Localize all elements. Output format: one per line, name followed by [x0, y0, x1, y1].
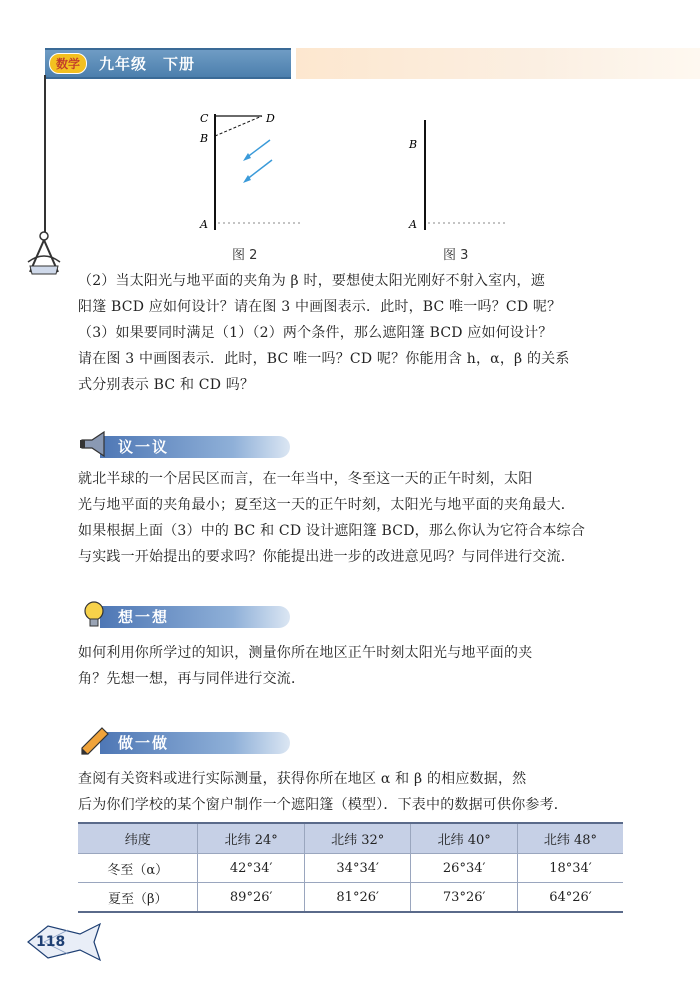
text-line: 阳篷 BCD 应如何设计？请在图 3 中画图表示．此时，BC 唯一吗？CD 呢？	[78, 299, 562, 315]
volume-label: 下册	[163, 55, 196, 73]
text-line: 请在图 3 中画图表示．此时，BC 唯一吗？CD 呢？你能用含 h，α，β 的关系	[78, 351, 570, 367]
lightbulb-icon	[78, 598, 112, 632]
table-cell: 夏至（β）	[78, 883, 198, 913]
text-line: （2）当太阳光与地平面的夹角为 β 时，要想使太阳光刚好不射入室内，遮	[78, 273, 545, 289]
table-cell: 冬至（α）	[78, 854, 198, 883]
table-cell: 34°34′	[304, 854, 411, 883]
text-line: （3）如果要同时满足（1）（2）两个条件，那么遮阳篷 BCD 应如何设计？	[78, 325, 553, 341]
discuss-banner	[78, 428, 288, 462]
label-b: B	[200, 132, 209, 145]
table-header-cell: 北纬 40°	[411, 823, 518, 854]
section-title: 议一议	[118, 438, 170, 456]
text-line: 与实践一开始提出的要求吗？你能提出进一步的改进意见吗？与同伴进行交流．	[78, 549, 575, 565]
latitude-angle-table	[78, 822, 623, 913]
margin-line	[44, 75, 46, 240]
table-cell: 64°26′	[517, 883, 623, 913]
header-decoration	[296, 48, 700, 79]
label-d: D	[266, 112, 275, 125]
table-header-cell: 纬度	[78, 823, 198, 854]
figure-3-caption: 图 3	[443, 248, 469, 263]
text-line: 角？先想一想，再与同伴进行交流．	[78, 671, 306, 687]
question-2	[78, 268, 638, 320]
table-cell: 81°26′	[304, 883, 411, 913]
section-title: 想一想	[118, 608, 170, 626]
figure-2-caption: 图 2	[232, 248, 258, 263]
think-banner	[78, 598, 288, 632]
label-c: C	[200, 112, 209, 125]
think-text	[78, 640, 638, 692]
table-cell: 89°26′	[198, 883, 305, 913]
table-header-row	[78, 823, 623, 854]
megaphone-icon	[78, 428, 112, 462]
table-row	[78, 854, 623, 883]
do-text	[78, 766, 638, 818]
table-cell: 18°34′	[517, 854, 623, 883]
page-number-badge	[24, 920, 104, 968]
compass-icon	[22, 228, 66, 278]
page-number: 118	[36, 934, 66, 950]
table-header-cell: 北纬 48°	[517, 823, 623, 854]
do-banner	[78, 724, 288, 758]
text-line: 后为你们学校的某个窗户制作一个遮阳篷（模型）．下表中的数据可供你参考．	[78, 797, 568, 813]
table-cell: 42°34′	[198, 854, 305, 883]
text-line: 光与地平面的夹角最小；夏至这一天的正午时刻，太阳光与地平面的夹角最大．	[78, 497, 575, 513]
label-b: B	[409, 138, 418, 151]
pencil-icon	[78, 724, 112, 758]
grade-label: 九年级	[99, 55, 148, 73]
section-title: 做一做	[118, 734, 170, 752]
table-cell: 73°26′	[411, 883, 518, 913]
table-row	[78, 883, 623, 913]
discuss-text	[78, 466, 638, 570]
text-line: 如果根据上面（3）中的 BC 和 CD 设计遮阳篷 BCD，那么你认为它符合本综合	[78, 523, 586, 539]
table-cell: 26°34′	[411, 854, 518, 883]
text-line: 式分别表示 BC 和 CD 吗？	[78, 377, 255, 393]
table-header-cell: 北纬 24°	[198, 823, 305, 854]
figure-3	[405, 108, 515, 238]
label-a: A	[200, 218, 208, 231]
text-line: 如何利用你所学过的知识，测量你所在地区正午时刻太阳光与地平面的夹	[78, 645, 533, 661]
table-header-cell: 北纬 32°	[304, 823, 411, 854]
chapter-header	[45, 48, 291, 79]
text-line: 就北半球的一个居民区而言，在一年当中，冬至这一天的正午时刻，太阳	[78, 471, 533, 487]
label-a: A	[409, 218, 417, 231]
question-3	[78, 320, 638, 398]
text-line: 查阅有关资料或进行实际测量，获得你所在地区 α 和 β 的相应数据，然	[78, 771, 527, 787]
figure-2	[190, 108, 310, 238]
subject-badge: 数学	[49, 53, 87, 74]
